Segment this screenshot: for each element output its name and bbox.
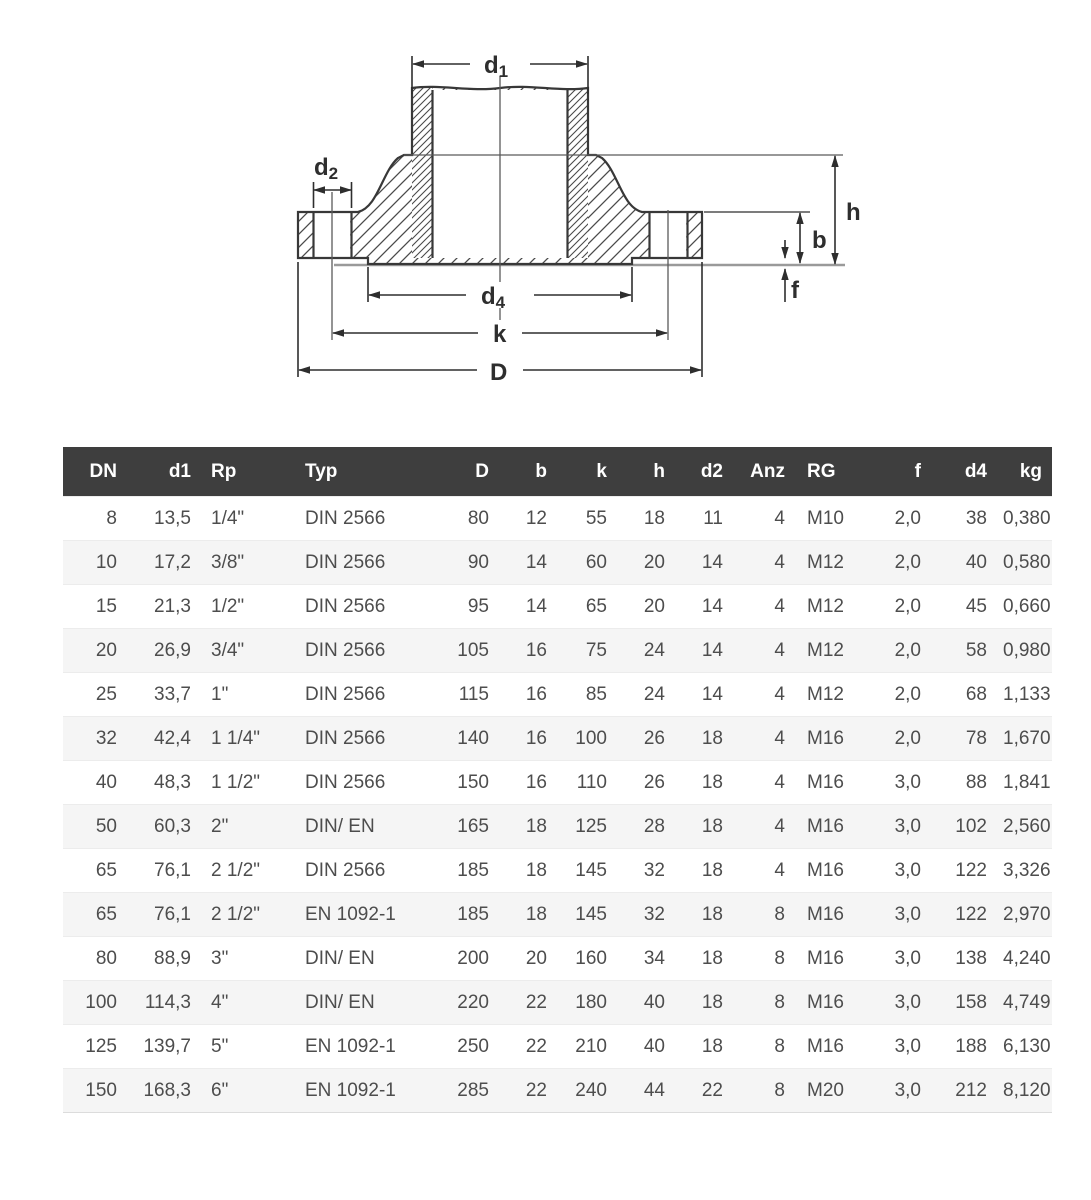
- column-header-RG: RG: [793, 447, 867, 497]
- label-d4: d4: [481, 283, 506, 312]
- cell-d2: 18: [673, 805, 731, 849]
- cell-D: 80: [445, 497, 497, 541]
- cell-d2: 22: [673, 1069, 731, 1113]
- dimension-b: [704, 212, 810, 263]
- cell-f: 2,0: [867, 497, 929, 541]
- cell-Anz: 4: [731, 541, 793, 585]
- label-d2: d2: [314, 154, 339, 183]
- cell-DN: 80: [63, 937, 125, 981]
- cell-Typ: DIN 2566: [275, 761, 445, 805]
- cell-Anz: 4: [731, 805, 793, 849]
- cell-DN: 25: [63, 673, 125, 717]
- column-header-b: b: [497, 447, 555, 497]
- cell-kg: 2,560: [995, 805, 1052, 849]
- cell-f: 3,0: [867, 849, 929, 893]
- cell-d1: 21,3: [125, 585, 199, 629]
- cell-d4: 102: [929, 805, 995, 849]
- cell-RG: M16: [793, 981, 867, 1025]
- cell-k: 100: [555, 717, 615, 761]
- cell-Anz: 4: [731, 673, 793, 717]
- cell-d2: 18: [673, 717, 731, 761]
- cell-d1: 88,9: [125, 937, 199, 981]
- cell-DN: 15: [63, 585, 125, 629]
- cell-RG: M16: [793, 1025, 867, 1069]
- label-b: b: [812, 227, 827, 254]
- cell-Rp: 4": [199, 981, 275, 1025]
- cell-D: 95: [445, 585, 497, 629]
- cell-d1: 33,7: [125, 673, 199, 717]
- table-row: [63, 541, 1052, 585]
- label-h: h: [846, 199, 861, 226]
- table-row: [63, 629, 1052, 673]
- cell-d4: 138: [929, 937, 995, 981]
- cell-f: 2,0: [867, 585, 929, 629]
- cell-f: 3,0: [867, 805, 929, 849]
- cell-d2: 14: [673, 673, 731, 717]
- cell-h: 32: [615, 849, 673, 893]
- cell-Rp: 2 1/2": [199, 893, 275, 937]
- cell-h: 28: [615, 805, 673, 849]
- label-k: k: [493, 321, 507, 348]
- cell-d1: 114,3: [125, 981, 199, 1025]
- cell-b: 12: [497, 497, 555, 541]
- cell-Typ: DIN 2566: [275, 629, 445, 673]
- cell-D: 105: [445, 629, 497, 673]
- cell-D: 150: [445, 761, 497, 805]
- cell-d4: 68: [929, 673, 995, 717]
- cell-d1: 76,1: [125, 893, 199, 937]
- cell-d2: 11: [673, 497, 731, 541]
- cell-f: 3,0: [867, 761, 929, 805]
- flange-technical-drawing: [0, 0, 1091, 430]
- column-header-Anz: Anz: [731, 447, 793, 497]
- cell-h: 40: [615, 981, 673, 1025]
- cell-d1: 13,5: [125, 497, 199, 541]
- cell-d4: 78: [929, 717, 995, 761]
- cell-RG: M20: [793, 1069, 867, 1113]
- cell-d2: 18: [673, 849, 731, 893]
- cell-D: 185: [445, 849, 497, 893]
- cell-h: 34: [615, 937, 673, 981]
- cell-k: 210: [555, 1025, 615, 1069]
- cell-f: 2,0: [867, 541, 929, 585]
- cell-d2: 18: [673, 937, 731, 981]
- cell-Rp: 3/4": [199, 629, 275, 673]
- table-row: [63, 849, 1052, 893]
- table-row: [63, 893, 1052, 937]
- cell-kg: 0,580: [995, 541, 1052, 585]
- cell-DN: 65: [63, 893, 125, 937]
- cell-k: 145: [555, 849, 615, 893]
- cell-Rp: 2 1/2": [199, 849, 275, 893]
- column-header-kg: kg: [995, 447, 1052, 497]
- table-row: [63, 981, 1052, 1025]
- cell-d1: 17,2: [125, 541, 199, 585]
- cell-d4: 38: [929, 497, 995, 541]
- cell-kg: 2,970: [995, 893, 1052, 937]
- cell-f: 2,0: [867, 673, 929, 717]
- cell-Typ: DIN 2566: [275, 673, 445, 717]
- cell-Typ: DIN 2566: [275, 585, 445, 629]
- cell-Typ: DIN 2566: [275, 541, 445, 585]
- cell-kg: 3,326: [995, 849, 1052, 893]
- table-row: [63, 937, 1052, 981]
- cell-Rp: 3/8": [199, 541, 275, 585]
- cell-D: 185: [445, 893, 497, 937]
- cell-Typ: DIN/ EN: [275, 805, 445, 849]
- cell-DN: 8: [63, 497, 125, 541]
- cell-kg: 0,980: [995, 629, 1052, 673]
- cell-Typ: EN 1092-1: [275, 1025, 445, 1069]
- cell-RG: M12: [793, 585, 867, 629]
- cell-b: 22: [497, 981, 555, 1025]
- cell-DN: 20: [63, 629, 125, 673]
- cell-Rp: 3": [199, 937, 275, 981]
- cell-h: 20: [615, 585, 673, 629]
- cell-Typ: EN 1092-1: [275, 893, 445, 937]
- cell-d4: 122: [929, 849, 995, 893]
- cell-h: 18: [615, 497, 673, 541]
- cell-f: 3,0: [867, 893, 929, 937]
- cell-Rp: 1 1/2": [199, 761, 275, 805]
- cell-D: 200: [445, 937, 497, 981]
- cell-f: 3,0: [867, 1025, 929, 1069]
- cell-Typ: DIN/ EN: [275, 981, 445, 1025]
- cell-k: 110: [555, 761, 615, 805]
- cell-D: 220: [445, 981, 497, 1025]
- cell-d4: 40: [929, 541, 995, 585]
- cell-f: 3,0: [867, 981, 929, 1025]
- cell-b: 22: [497, 1025, 555, 1069]
- table-row: [63, 497, 1052, 541]
- cell-f: 2,0: [867, 717, 929, 761]
- cell-D: 140: [445, 717, 497, 761]
- cell-Anz: 4: [731, 717, 793, 761]
- cell-b: 14: [497, 585, 555, 629]
- column-header-DN: DN: [63, 447, 125, 497]
- column-header-Rp: Rp: [199, 447, 275, 497]
- cell-D: 165: [445, 805, 497, 849]
- cell-d4: 212: [929, 1069, 995, 1113]
- cell-Rp: 6": [199, 1069, 275, 1113]
- cell-f: 2,0: [867, 629, 929, 673]
- cell-kg: 6,130: [995, 1025, 1052, 1069]
- cell-h: 24: [615, 673, 673, 717]
- cell-RG: M16: [793, 937, 867, 981]
- cell-Typ: DIN 2566: [275, 497, 445, 541]
- column-header-d4: d4: [929, 447, 995, 497]
- cell-d4: 58: [929, 629, 995, 673]
- cell-Rp: 1/2": [199, 585, 275, 629]
- cell-k: 240: [555, 1069, 615, 1113]
- cell-d1: 48,3: [125, 761, 199, 805]
- cell-h: 40: [615, 1025, 673, 1069]
- cell-Anz: 4: [731, 497, 793, 541]
- flange-cross-section-svg: [0, 0, 1091, 430]
- cell-DN: 125: [63, 1025, 125, 1069]
- cell-b: 22: [497, 1069, 555, 1113]
- table-row: [63, 1025, 1052, 1069]
- cell-DN: 40: [63, 761, 125, 805]
- cell-b: 18: [497, 849, 555, 893]
- column-header-k: k: [555, 447, 615, 497]
- cell-RG: M16: [793, 849, 867, 893]
- cell-DN: 50: [63, 805, 125, 849]
- cell-Anz: 8: [731, 981, 793, 1025]
- cell-Anz: 8: [731, 893, 793, 937]
- cell-d4: 122: [929, 893, 995, 937]
- cell-D: 250: [445, 1025, 497, 1069]
- cell-k: 55: [555, 497, 615, 541]
- cell-d1: 60,3: [125, 805, 199, 849]
- table-row: [63, 805, 1052, 849]
- column-header-d1: d1: [125, 447, 199, 497]
- cell-Anz: 4: [731, 629, 793, 673]
- cell-DN: 150: [63, 1069, 125, 1113]
- cell-Anz: 4: [731, 761, 793, 805]
- cell-h: 32: [615, 893, 673, 937]
- cell-DN: 65: [63, 849, 125, 893]
- cell-Typ: DIN 2566: [275, 849, 445, 893]
- cell-k: 160: [555, 937, 615, 981]
- cell-d2: 18: [673, 1025, 731, 1069]
- cell-RG: M12: [793, 629, 867, 673]
- cell-h: 44: [615, 1069, 673, 1113]
- cell-d4: 188: [929, 1025, 995, 1069]
- column-header-f: f: [867, 447, 929, 497]
- cell-kg: 1,133: [995, 673, 1052, 717]
- table-row: [63, 761, 1052, 805]
- cell-b: 16: [497, 761, 555, 805]
- label-D: D: [490, 359, 508, 386]
- cell-kg: 4,240: [995, 937, 1052, 981]
- cell-d4: 88: [929, 761, 995, 805]
- cell-d2: 18: [673, 761, 731, 805]
- cell-d2: 14: [673, 585, 731, 629]
- column-header-d2: d2: [673, 447, 731, 497]
- cell-D: 115: [445, 673, 497, 717]
- column-header-Typ: Typ: [275, 447, 445, 497]
- cell-RG: M12: [793, 673, 867, 717]
- label-f: f: [791, 277, 799, 304]
- cell-Rp: 1 1/4": [199, 717, 275, 761]
- cell-Rp: 1": [199, 673, 275, 717]
- cell-Typ: DIN 2566: [275, 717, 445, 761]
- cell-kg: 0,660: [995, 585, 1052, 629]
- cell-d2: 18: [673, 893, 731, 937]
- cell-Anz: 4: [731, 585, 793, 629]
- cell-k: 125: [555, 805, 615, 849]
- cell-Typ: DIN/ EN: [275, 937, 445, 981]
- cell-h: 20: [615, 541, 673, 585]
- cell-h: 26: [615, 717, 673, 761]
- cell-h: 26: [615, 761, 673, 805]
- cell-d1: 168,3: [125, 1069, 199, 1113]
- cell-D: 285: [445, 1069, 497, 1113]
- cell-RG: M16: [793, 761, 867, 805]
- cell-Anz: 4: [731, 849, 793, 893]
- cell-DN: 32: [63, 717, 125, 761]
- cell-d2: 14: [673, 629, 731, 673]
- cell-b: 16: [497, 717, 555, 761]
- cell-d1: 139,7: [125, 1025, 199, 1069]
- cell-b: 16: [497, 673, 555, 717]
- cell-h: 24: [615, 629, 673, 673]
- cell-b: 18: [497, 893, 555, 937]
- cell-Rp: 2": [199, 805, 275, 849]
- cell-k: 85: [555, 673, 615, 717]
- cell-RG: M12: [793, 541, 867, 585]
- cell-k: 60: [555, 541, 615, 585]
- cell-RG: M10: [793, 497, 867, 541]
- cell-b: 18: [497, 805, 555, 849]
- cell-DN: 10: [63, 541, 125, 585]
- cell-kg: 8,120: [995, 1069, 1052, 1113]
- cell-b: 14: [497, 541, 555, 585]
- flange-dimension-table: [63, 447, 1052, 1113]
- cell-D: 90: [445, 541, 497, 585]
- cell-d2: 14: [673, 541, 731, 585]
- cell-k: 180: [555, 981, 615, 1025]
- cell-RG: M16: [793, 805, 867, 849]
- table-row: [63, 717, 1052, 761]
- label-d1: d1: [484, 52, 509, 81]
- cell-Anz: 8: [731, 937, 793, 981]
- cell-Anz: 8: [731, 1025, 793, 1069]
- cell-d4: 158: [929, 981, 995, 1025]
- cell-f: 3,0: [867, 937, 929, 981]
- cell-k: 145: [555, 893, 615, 937]
- cell-RG: M16: [793, 717, 867, 761]
- column-header-D: D: [445, 447, 497, 497]
- cell-Anz: 8: [731, 1069, 793, 1113]
- cell-d1: 42,4: [125, 717, 199, 761]
- cell-b: 20: [497, 937, 555, 981]
- cell-Rp: 5": [199, 1025, 275, 1069]
- cell-kg: 1,670: [995, 717, 1052, 761]
- cell-d1: 26,9: [125, 629, 199, 673]
- table-header-row: [63, 447, 1052, 497]
- cell-kg: 1,841: [995, 761, 1052, 805]
- cell-f: 3,0: [867, 1069, 929, 1113]
- cell-RG: M16: [793, 893, 867, 937]
- cell-Typ: EN 1092-1: [275, 1069, 445, 1113]
- cell-Rp: 1/4": [199, 497, 275, 541]
- cell-kg: 0,380: [995, 497, 1052, 541]
- flange-table-body: [63, 497, 1052, 1113]
- table-row: [63, 673, 1052, 717]
- cell-DN: 100: [63, 981, 125, 1025]
- table-row: [63, 585, 1052, 629]
- cell-d2: 18: [673, 981, 731, 1025]
- cell-kg: 4,749: [995, 981, 1052, 1025]
- cell-d4: 45: [929, 585, 995, 629]
- cell-d1: 76,1: [125, 849, 199, 893]
- column-header-h: h: [615, 447, 673, 497]
- cell-b: 16: [497, 629, 555, 673]
- cell-k: 75: [555, 629, 615, 673]
- table-row: [63, 1069, 1052, 1113]
- cell-k: 65: [555, 585, 615, 629]
